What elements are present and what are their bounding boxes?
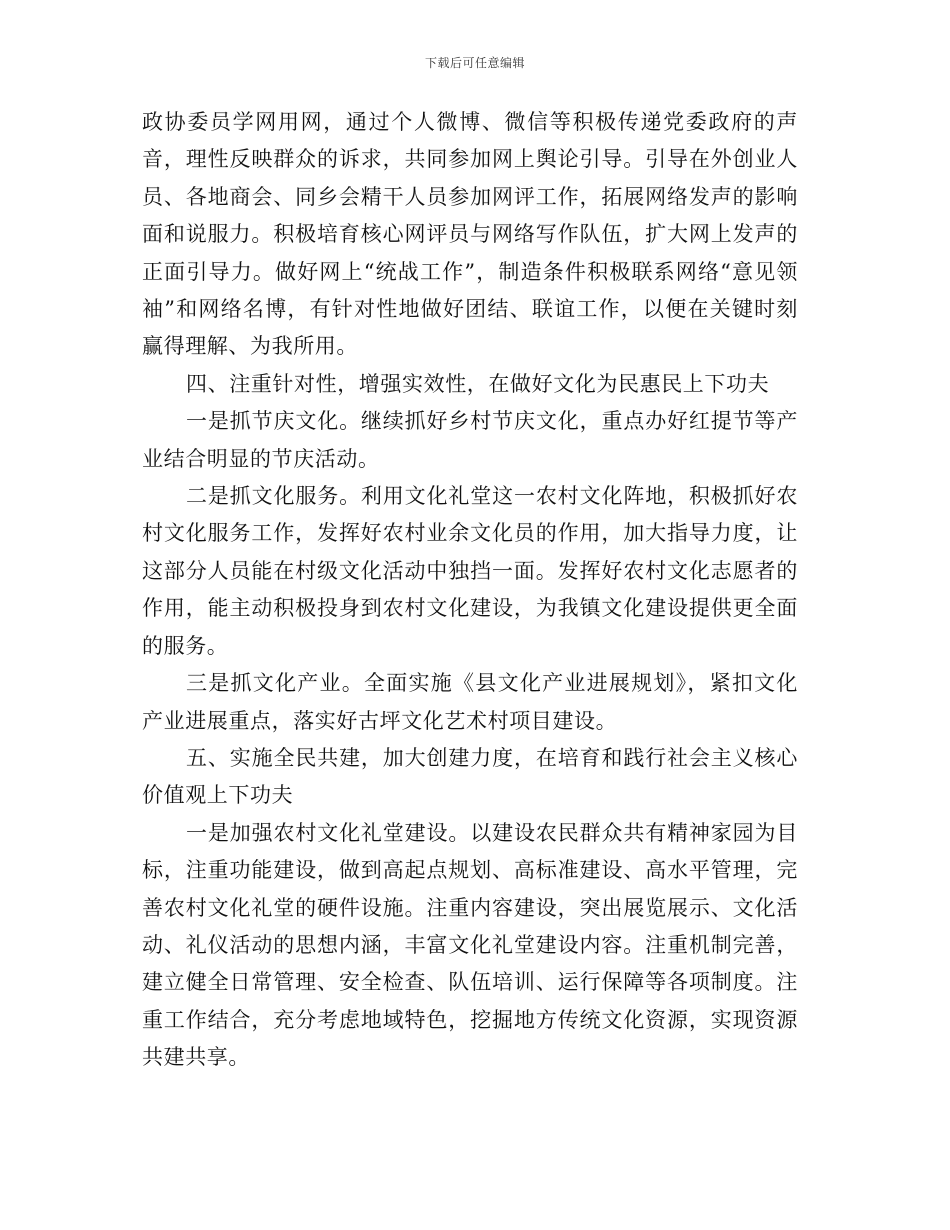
document-body bbox=[142, 104, 798, 1077]
section-heading-4: 四、注重针对性，增强实效性，在做好文化为民惠民上下功夫 bbox=[186, 371, 770, 396]
section-heading-5: 五、实施全民共建，加大创建力度，在培育和践行社会主义核心价值观上下功夫 bbox=[142, 745, 798, 808]
paragraph-festival-culture: 一是抓节庆文化。继续抓好乡村节庆文化，重点办好红提节等产业结合明显的节庆活动。 bbox=[142, 409, 798, 471]
paragraph-culture-hall: 一是加强农村文化礼堂建设。以建设农民群众共有精神家园为目标，注重功能建设，做到高起点规划、高标准建设、高水平管理，完善农村文化礼堂的硬件设施。注重内容建设，突出展览展示、文化活动、礼仪活动的思想内涵，丰富文化礼堂建设内容。注重机制完善，建立健全日常管理、安全检查、队伍培训、运行保障等各项制度。注重工作结合，充分考虑地域特色，挖掘地方传统文化资源，实现资源共建共享。 bbox=[142, 820, 798, 1070]
paragraph-1: 政协委员学网用网，通过个人微博、微信等积极传递党委政府的声音，理性反映群众的诉求，共同参加网上舆论引导。引导在外创业人员、各地商会、同乡会精干人员参加网评工作，拓展网络发声的影响面和说服力。积极培育核心网评员与网络写作队伍，扩大网上发声的正面引导力。做好网上“统战工作”，制造条件积极联系网络“意见领袖”和网络名博，有针对性地做好团结、联谊工作，以便在关键时刻赢得理解、为我所用。 bbox=[142, 110, 798, 359]
page-header: 下载后可任意编辑 bbox=[424, 56, 525, 70]
paragraph-culture-service: 二是抓文化服务。利用文化礼堂这一农村文化阵地，积极抓好农村文化服务工作，发挥好农村业余文化员的作用，加大指导力度，让这部分人员能在村级文化活动中独挡一面。发挥好农村文化志愿者的作用，能主动积极投身到农村文化建设，为我镇文化建设提供更全面的服务。 bbox=[142, 484, 798, 658]
paragraph-culture-industry: 三是抓文化产业。全面实施《县文化产业进展规划》，紧扣文化产业进展重点，落实好古坪文化艺术村项目建设。 bbox=[142, 671, 798, 733]
